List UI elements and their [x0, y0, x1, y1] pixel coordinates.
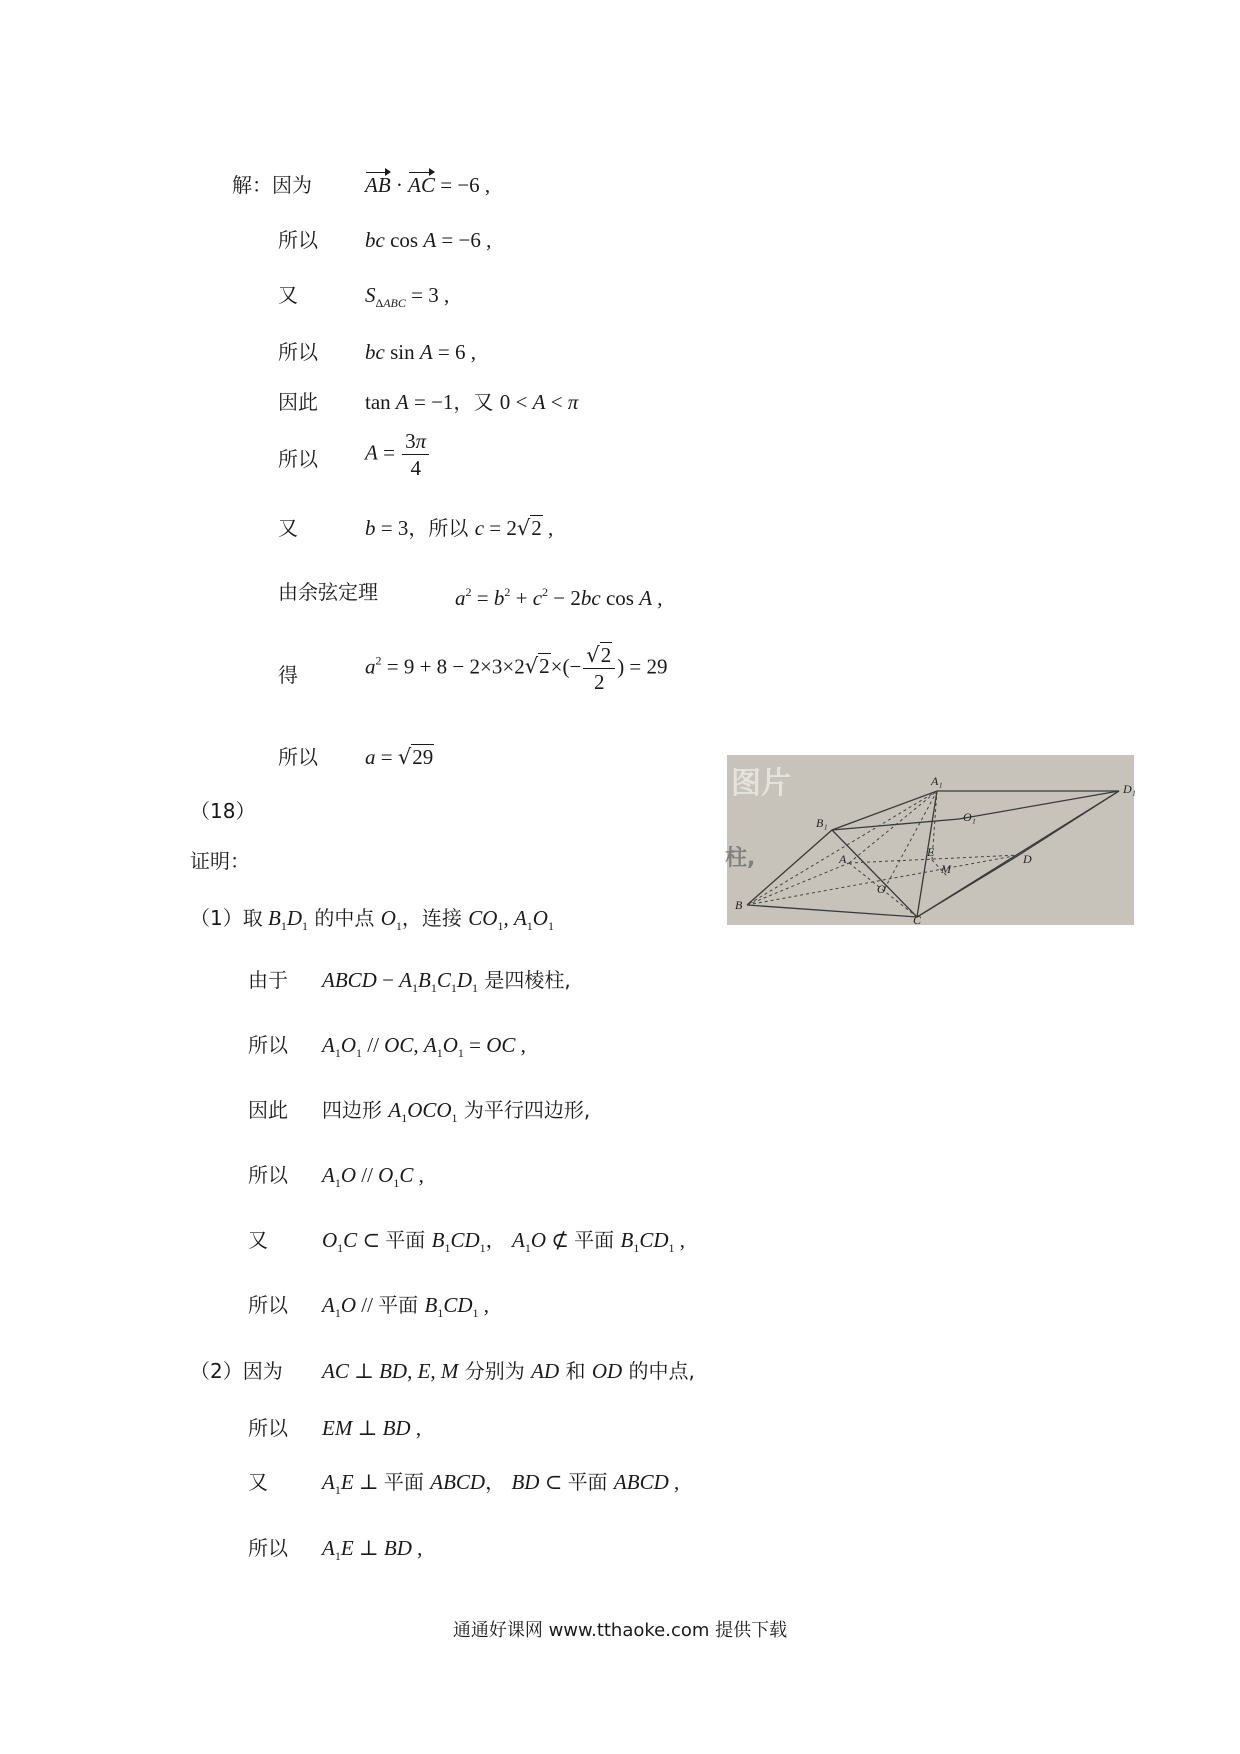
label-o: O — [877, 882, 886, 896]
solution-line-9: $a^2 = 9 + 8 - 2\times 3\times 2√2\times(-$ $\frac{√2}{2}$ ) = 29 — [365, 643, 668, 694]
step-label: 由余弦定理 — [278, 580, 378, 604]
problem-number: （18） — [190, 799, 256, 823]
solution-line-8: $a^2 = b^2 + c^2 - 2bc$ cos A , — [455, 585, 663, 610]
prism-figure — [727, 755, 1134, 925]
step-label: 由于 — [248, 968, 288, 992]
step-label: 因此 — [278, 390, 318, 414]
step-label: 又 — [248, 1228, 268, 1252]
part2-intro-label: （2）因为 — [190, 1359, 283, 1383]
step-label: 所以 — [248, 1416, 288, 1440]
part1-step-6: $A_1O$ // 平面 $B_1CD_1$ , — [322, 1293, 490, 1320]
label-a: A — [839, 852, 847, 866]
step-label: 所以 — [248, 1536, 288, 1560]
part1-step-5: $O_1C$ ⊂ 平面 $B_1CD_1$， $A_1O$ ⊄ 平面 $B_1CD_1$ , — [322, 1228, 686, 1255]
step-label: 又 — [248, 1470, 268, 1494]
step-label: 所以 — [248, 1033, 288, 1057]
figure-watermark-side: 柱, — [725, 846, 756, 871]
label-o1: O₁ — [963, 810, 976, 824]
label-b: B — [735, 898, 743, 912]
step-label: 所以 — [248, 1163, 288, 1187]
label-c: C — [913, 913, 922, 927]
part1-step-3: 四边形 $A_1OCO_1$ 为平行四边形, — [322, 1098, 591, 1125]
step-label: 所以 — [278, 340, 318, 364]
solution-line-7: b = 3，所以 c = 2√2 , — [365, 516, 554, 540]
step-label: 所以 — [278, 228, 318, 252]
step-label: 所以 — [248, 1293, 288, 1317]
part2-step-1: EM ⊥ BD , — [322, 1416, 422, 1440]
label-e: E — [927, 845, 935, 859]
part1-step-2: $A_1O_1$ // OC, $A_1O_1$ = OC , — [322, 1033, 526, 1060]
figure-watermark: 图片 — [731, 766, 791, 801]
solution-line-10: a = √29 — [365, 745, 434, 769]
part2-intro: AC ⊥ BD, E, M 分别为 AD 和 OD 的中点, — [322, 1359, 695, 1383]
page-footer: 通通好课网 www.tthaoke.com 提供下载 — [452, 1620, 788, 1641]
solution-line-4: bc sin A = 6 , — [365, 340, 477, 364]
step-label: 又 — [278, 516, 298, 540]
solution-line-2: bc cos A = −6 , — [365, 228, 492, 252]
step-label: 所以 — [278, 447, 318, 471]
label-m: M — [941, 862, 951, 876]
label-b1: B₁ — [816, 816, 828, 830]
solution-line-6: A = $\frac{3\pi}{4}$ — [365, 428, 431, 481]
solution-line-5: tan A = −1，又 0 < A < π — [365, 390, 579, 414]
label-d1: D₁ — [1123, 782, 1136, 796]
solution-line-3: $S_{\Delta ABC} = 3$ , — [365, 283, 450, 310]
solution-intro-label: 解：因为 — [232, 173, 312, 197]
label-a1: A₁ — [931, 774, 943, 788]
solution-line-1: AB · AC = −6 , — [365, 170, 490, 200]
part1-step-4: $A_1O // O_1C$ , — [322, 1163, 424, 1190]
step-label: 因此 — [248, 1098, 288, 1122]
part1-intro-label: （1）取 — [190, 906, 263, 930]
step-label: 又 — [278, 283, 298, 307]
step-label: 所以 — [278, 745, 318, 769]
label-d: D — [1023, 852, 1032, 866]
part2-step-2: $A_1E$ ⊥ 平面 ABCD， BD ⊂ 平面 ABCD , — [322, 1470, 680, 1497]
step-label: 得 — [278, 663, 298, 687]
part1-intro: $B_1D_1$ 的中点 $O_1$，连接 $CO_1$, $A_1O_1$ — [268, 906, 554, 933]
part1-step-1: ABCD − $A_1B_1C_1D_1$ 是四棱柱, — [322, 968, 571, 995]
part2-step-3: $A_1E$ ⊥ BD , — [322, 1536, 423, 1563]
proof-label: 证明： — [190, 849, 250, 873]
